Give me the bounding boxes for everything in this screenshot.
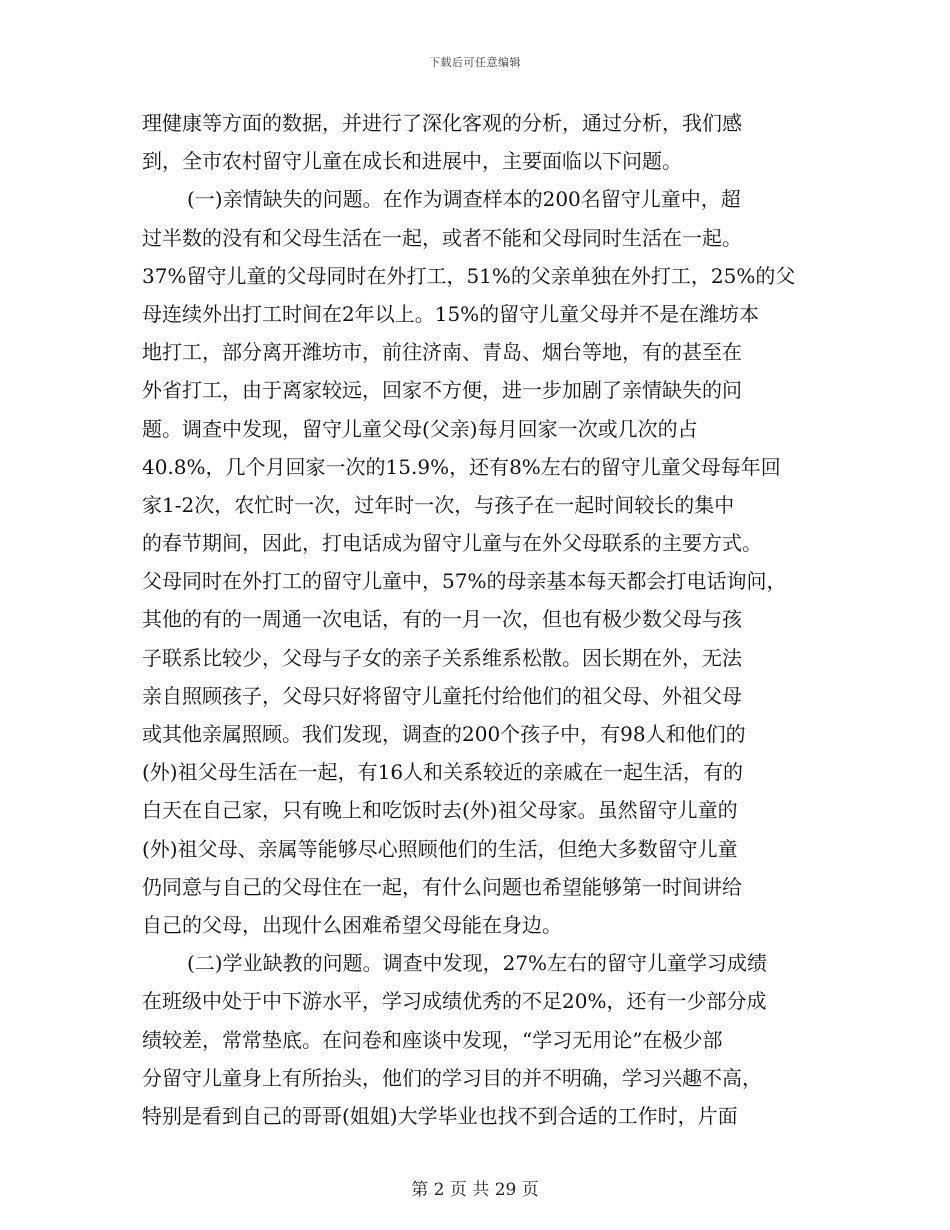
text-line: 或其他亲属照顾。我们发现，调查的200个孩子中，有98人和他们的: [142, 722, 746, 746]
text-line: 亲自照顾孩子，父母只好将留守儿童托付给他们的祖父母、外祖父母: [142, 683, 742, 708]
text-line: (外)祖父母、亲属等能够尽心照顾他们的生活，但绝大多数留守儿童: [142, 836, 738, 861]
text-line: 理健康等方面的数据，并进行了深化客观的分析，通过分析，我们感: [142, 111, 742, 135]
text-line: 题。调查中发现，留守儿童父母(父亲)每月回家一次或几次的占: [142, 416, 698, 441]
text-line: 自己的父母，出现什么困难希望父母能在身边。: [142, 912, 562, 937]
text-line: 白天在自己家，只有晚上和吃饭时去(外)祖父母家。虽然留守儿童的: [142, 798, 738, 823]
body-text: [142, 104, 817, 1135]
page-header: 下载后可任意编辑: [429, 56, 521, 69]
text-line: 家1-2次，农忙时一次，过年时一次，与孩子在一起时间较长的集中: [142, 492, 735, 517]
text-line: 到，全市农村留守儿童在成长和进展中，主要面临以下问题。: [142, 149, 682, 174]
text-line: 父母同时在外打工的留守儿童中，57%的母亲基本每天都会打电话询问，: [142, 569, 787, 594]
text-line: 的春节期间，因此，打电话成为留守儿童与在外父母联系的主要方式。: [142, 531, 762, 556]
text-line: 在班级中处于中下游水平，学习成绩优秀的不足20%，还有一少部分成: [142, 989, 767, 1014]
text-line: 绩较差，常常垫底。在问卷和座谈中发现，“学习无用论”在极少部: [142, 1027, 723, 1052]
text-line: 37%留守儿童的父母同时在外打工，51%的父亲单独在外打工，25%的父: [142, 263, 796, 288]
text-line: 仍同意与自己的父母住在一起，有什么问题也希望能够第一时间讲给: [142, 874, 742, 899]
text-line: 子联系比较少，父母与子女的亲子关系维系松散。因长期在外，无法: [142, 645, 742, 670]
text-line: 特别是看到自己的哥哥(姐姐)大学毕业也找不到合适的工作时，片面: [142, 1103, 738, 1128]
paragraph-start-line: (二)学业缺教的问题。调查中发现，27%左右的留守儿童学习成绩: [187, 951, 768, 976]
text-line: 过半数的没有和父母生活在一起，或者不能和父母同时生活在一起。: [142, 225, 742, 250]
text-line: 其他的有的一周通一次电话，有的一月一次，但也有极少数父母与孩: [142, 607, 742, 632]
paragraph-start-line: (一)亲情缺失的问题。在作为调查样本的200名留守儿童中，超: [187, 187, 741, 212]
text-line: 分留守儿童身上有所抬头，他们的学习目的并不明确，学习兴趣不高，: [142, 1065, 762, 1090]
text-line: 外省打工，由于离家较远，回家不方便，进一步加剧了亲情缺失的问: [142, 378, 742, 403]
text-line: (外)祖父母生活在一起，有16人和关系较近的亲戚在一起生活，有的: [142, 760, 744, 785]
text-line: 40.8%，几个月回家一次的15.9%，还有8%左右的留守儿童父母每年回: [142, 454, 781, 479]
text-line: 母连续外出打工时间在2年以上。15%的留守儿童父母并不是在潍坊本: [142, 301, 760, 326]
page-footer: 第 2 页 共 29 页: [411, 1180, 539, 1200]
text-line: 地打工，部分离开潍坊市，前往济南、青岛、烟台等地，有的甚至在: [142, 340, 742, 365]
